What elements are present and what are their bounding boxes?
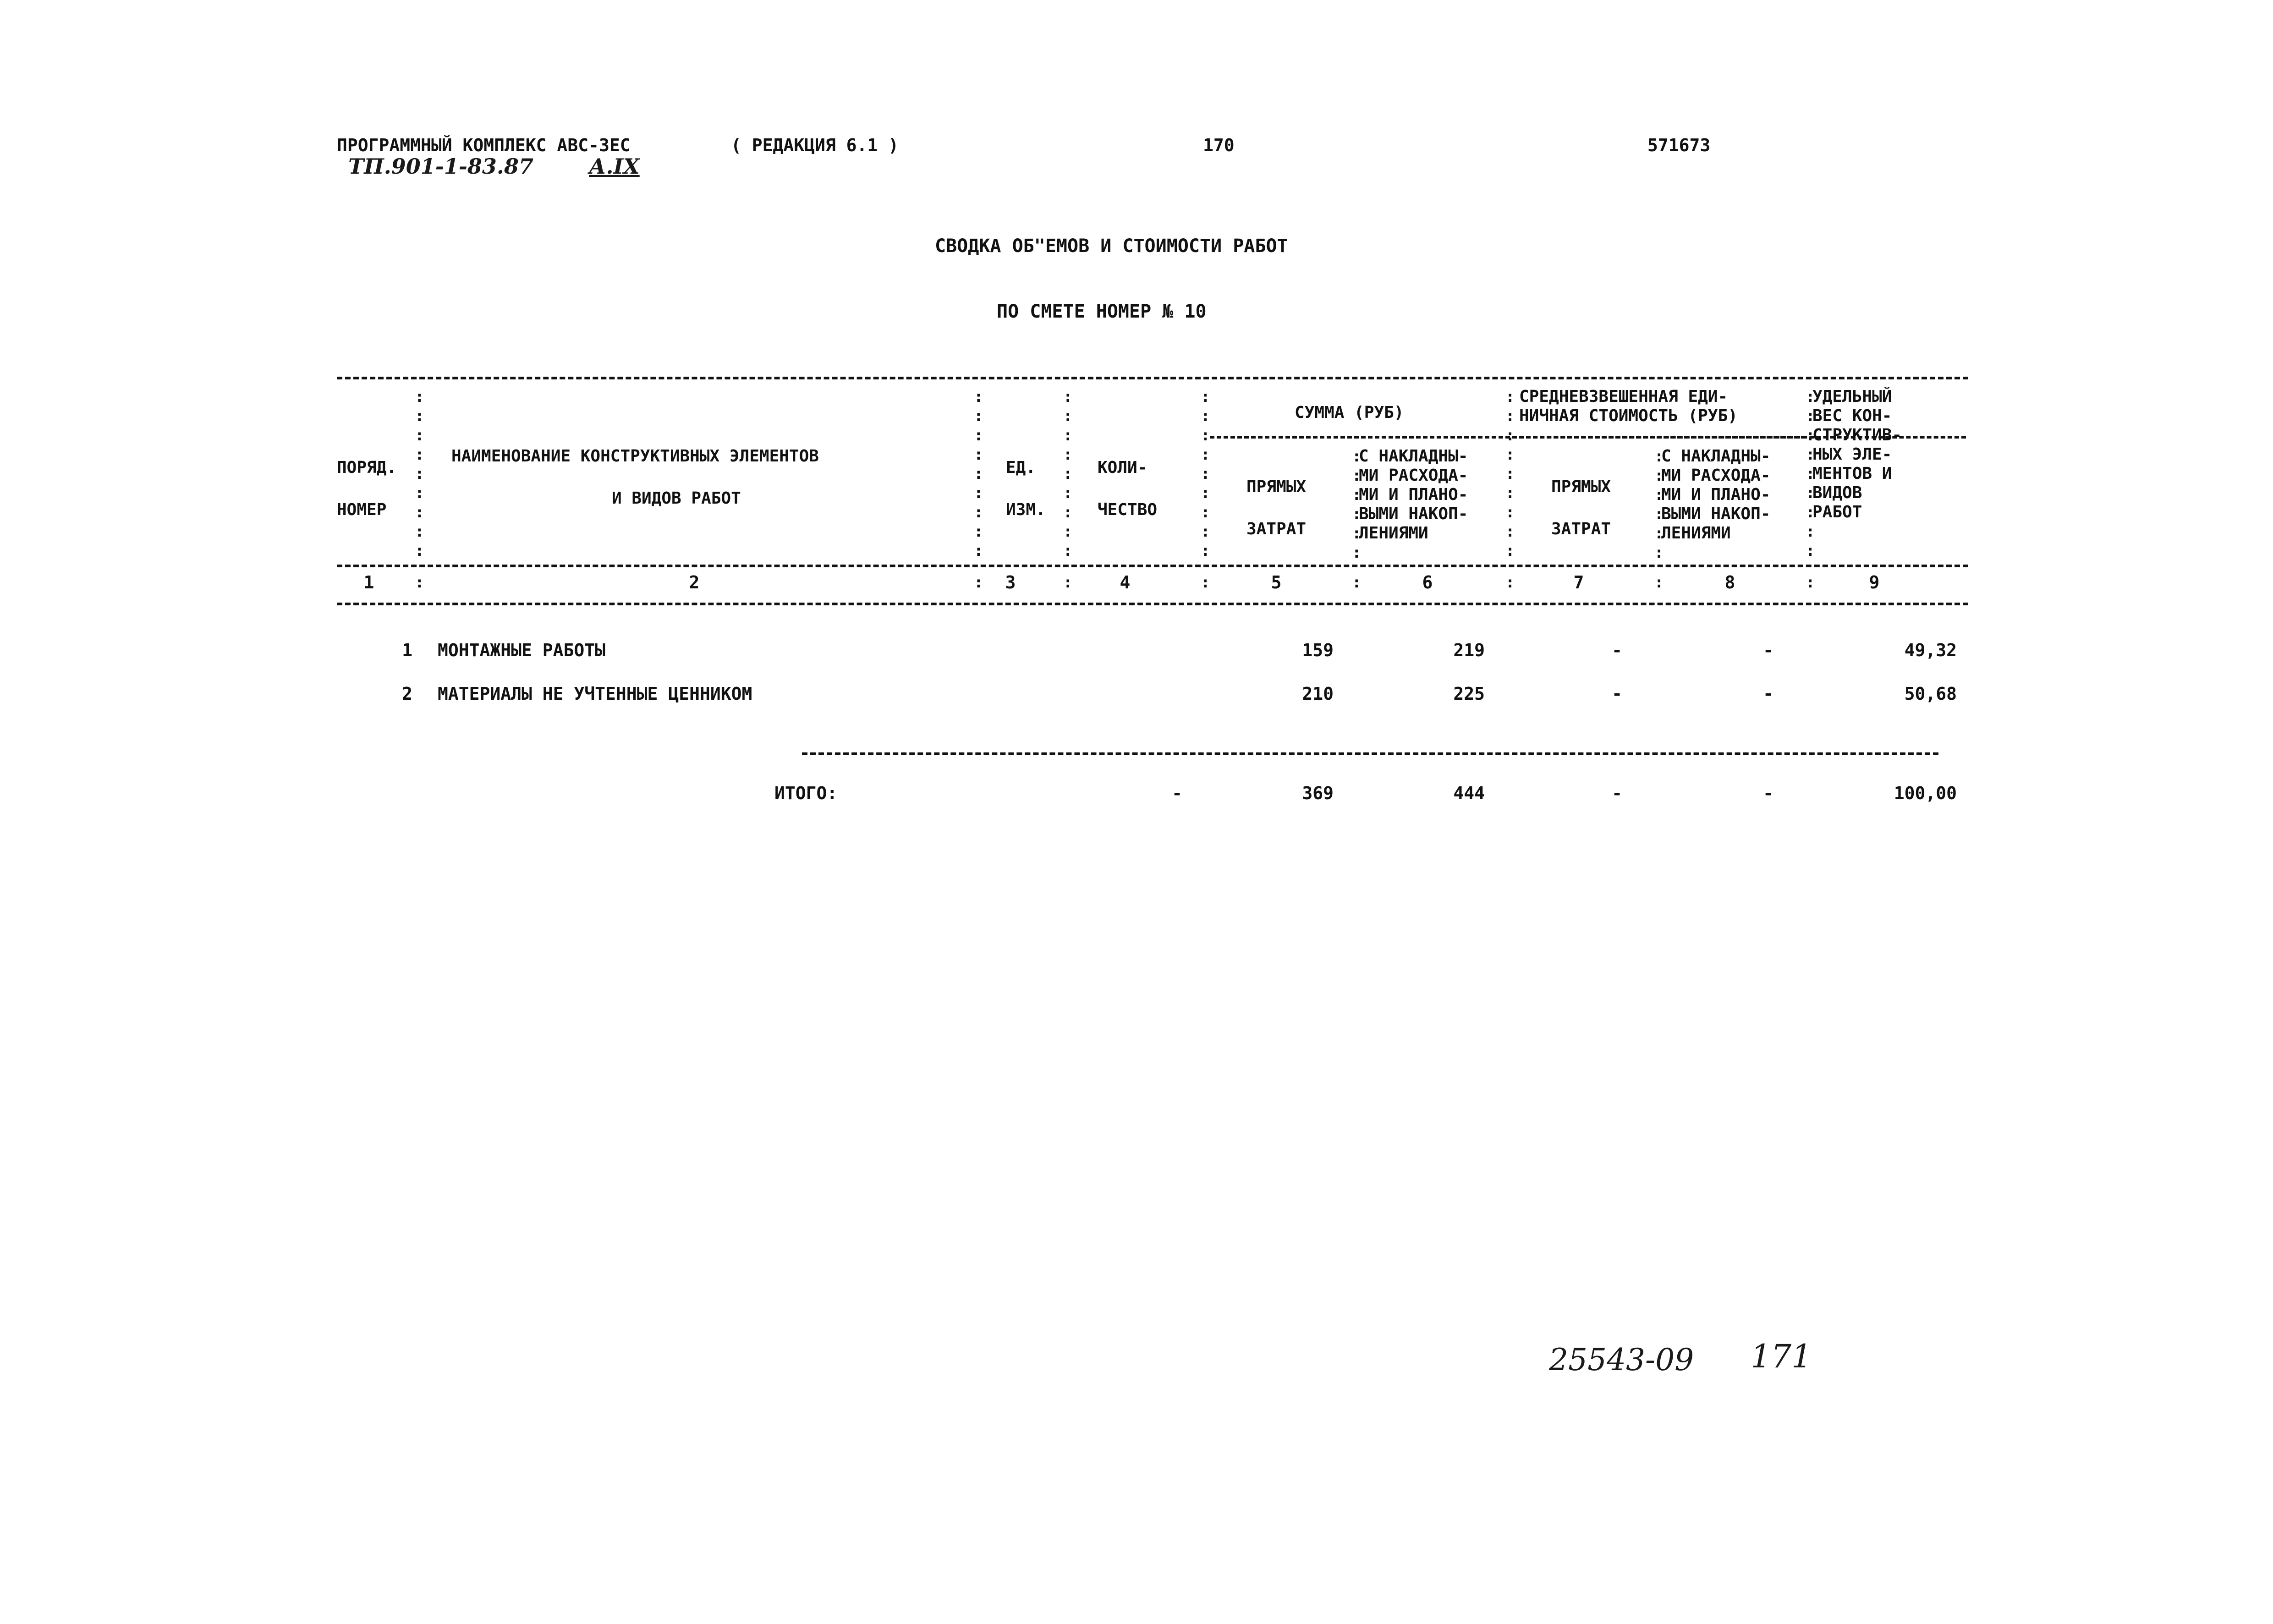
- column-number: 7: [1573, 572, 1584, 593]
- row-avg-overheads: -: [1763, 684, 1773, 704]
- column-number: 6: [1422, 572, 1433, 593]
- page-number: 170: [1203, 135, 1235, 155]
- row-specific-weight: 50,68: [1904, 684, 1957, 704]
- separator: : : : : : : : : :: [415, 388, 424, 560]
- separator: :: [415, 573, 424, 592]
- separator: : : : : : :: [1654, 447, 1664, 562]
- separator: :: [1352, 573, 1362, 592]
- handwritten-sheet-number: 171: [1751, 1338, 1812, 1375]
- row-avg-direct: -: [1612, 684, 1622, 704]
- column-numbers-rule: [337, 603, 1968, 605]
- report-title: СВОДКА ОБ"ЕМОВ И СТОИМОСТИ РАБОТ: [935, 236, 1288, 257]
- header-name-line2: И ВИДОВ РАБОТ: [612, 489, 741, 508]
- header-with-overheads: С НАКЛАДНЫ- МИ РАСХОДА- МИ И ПЛАНО- ВЫМИ НАКОП- ЛЕНИЯМИ: [1359, 447, 1468, 543]
- header-direct-costs: ПРЯМЫХ ЗАТРАТ: [1246, 477, 1307, 538]
- header-avg-with-overheads: С НАКЛАДНЫ- МИ РАСХОДА- МИ И ПЛАНО- ВЫМИ НАКОП- ЛЕНИЯМИ: [1661, 447, 1771, 543]
- separator: : : : : : : : : :: [1063, 388, 1073, 560]
- handwritten-album: А.IX: [589, 154, 640, 179]
- separator: : : : : : : : : :: [974, 388, 983, 560]
- separator: :: [1654, 573, 1664, 592]
- separator: : : : : : : : : :: [1806, 388, 1815, 560]
- column-number: 9: [1869, 572, 1880, 593]
- separator: :: [1806, 573, 1815, 592]
- total-direct-costs: 369: [1302, 783, 1334, 803]
- separator: :: [1201, 573, 1210, 592]
- separator: :: [1505, 573, 1515, 592]
- handwritten-reference: ТП.901-1-83.87: [348, 154, 533, 179]
- row-number: 2: [402, 684, 412, 704]
- header-avg-group: СРЕДНЕВЗВЕШЕННАЯ ЕДИ- НИЧНАЯ СТОИМОСТЬ (РУБ): [1519, 387, 1738, 425]
- column-number: 4: [1120, 572, 1131, 593]
- column-number: 5: [1271, 572, 1282, 593]
- header-quantity: КОЛИ- ЧЕСТВО: [1098, 458, 1158, 519]
- program-name: ПРОГРАММНЫЙ КОМПЛЕКС АВС-ЗЕС: [337, 135, 631, 155]
- row-specific-weight: 49,32: [1904, 640, 1957, 660]
- row-avg-overheads: -: [1763, 640, 1773, 660]
- row-number: 1: [402, 640, 412, 660]
- header-specific-weight: УДЕЛЬНЫЙ ВЕС КОН- СТРУКТИВ- НЫХ ЭЛЕ- МЕНТОВ И ВИДОВ РАБОТ: [1812, 387, 1902, 521]
- column-number: 3: [1005, 572, 1016, 593]
- header-sum-group: СУММА (РУБ): [1295, 403, 1404, 422]
- header-order-number: ПОРЯД. НОМЕР: [337, 458, 397, 519]
- header-name-line1: НАИМЕНОВАНИЕ КОНСТРУКТИВНЫХ ЭЛЕМЕНТОВ: [451, 447, 819, 466]
- table-top-rule: [337, 377, 1968, 379]
- handwritten-stamp-number: 25543-09: [1549, 1342, 1694, 1377]
- column-number: 2: [689, 572, 700, 593]
- header-bottom-rule: [337, 565, 1968, 567]
- row-name: МОНТАЖНЫЕ РАБОТЫ: [438, 640, 606, 660]
- total-with-overheads: 444: [1453, 783, 1485, 803]
- separator: : : : : : : : : :: [1201, 388, 1210, 560]
- edition-label: ( РЕДАКЦИЯ 6.1 ): [731, 135, 899, 155]
- estimate-number: ПО СМЕТЕ НОМЕР № 10: [997, 301, 1207, 322]
- row-direct-costs: 210: [1302, 684, 1334, 704]
- column-number: 1: [363, 572, 374, 593]
- separator: :: [1063, 573, 1073, 592]
- header-unit: ЕД. ИЗМ.: [1006, 458, 1046, 519]
- total-specific-weight: 100,00: [1894, 783, 1957, 803]
- separator: : : : : : :: [1352, 447, 1362, 562]
- total-avg-direct: -: [1612, 783, 1622, 803]
- document-code: 571673: [1647, 135, 1711, 155]
- separator: : : : : : : : : :: [1505, 388, 1515, 560]
- header-avg-direct-costs: ПРЯМЫХ ЗАТРАТ: [1551, 477, 1611, 538]
- row-with-overheads: 225: [1453, 684, 1485, 704]
- total-label: ИТОГО:: [774, 783, 838, 803]
- total-rule: [802, 752, 1938, 755]
- separator: :: [974, 573, 983, 592]
- row-avg-direct: -: [1612, 640, 1622, 660]
- row-with-overheads: 219: [1453, 640, 1485, 660]
- row-name: МАТЕРИАЛЫ НЕ УЧТЕННЫЕ ЦЕННИКОМ: [438, 684, 752, 704]
- total-quantity: -: [1172, 783, 1182, 803]
- column-number: 8: [1724, 572, 1735, 593]
- row-direct-costs: 159: [1302, 640, 1334, 660]
- total-avg-overheads: -: [1763, 783, 1773, 803]
